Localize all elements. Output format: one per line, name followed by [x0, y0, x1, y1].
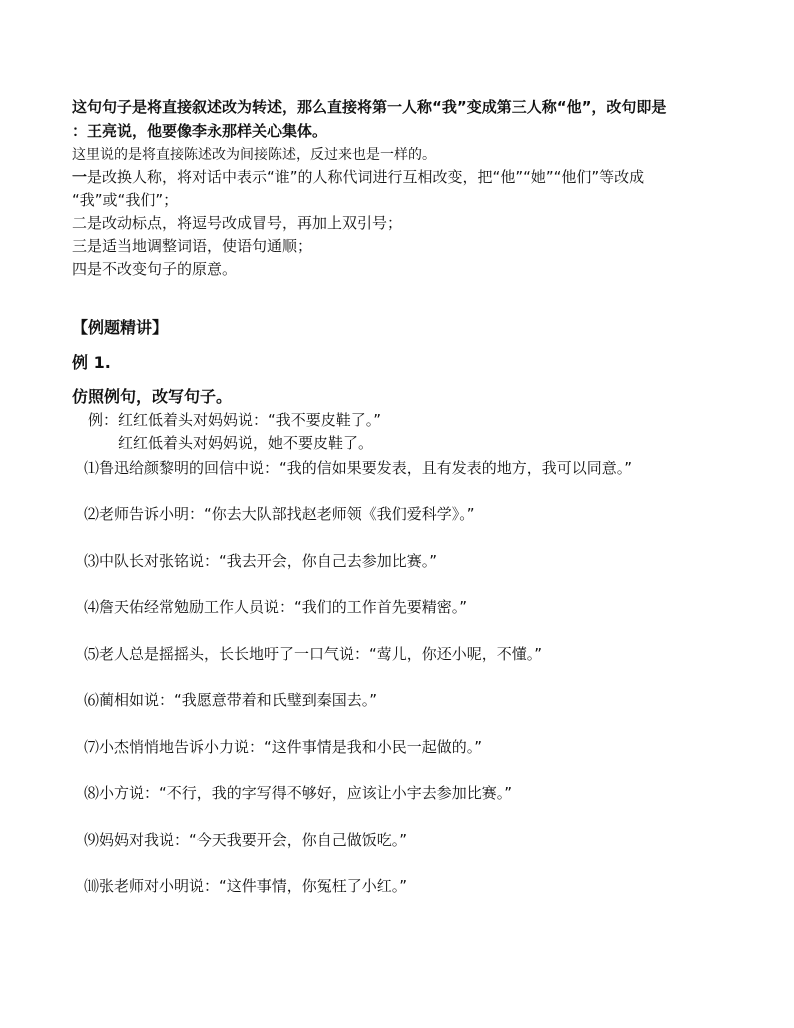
example-label: 例 1. [72, 353, 111, 372]
intro-line-2: ：王亮说，他要像李永那样关心集体。 [72, 122, 328, 140]
question-item: ⑶中队长对张铭说：“我去开会，你自己去参加比赛。” [84, 552, 438, 570]
rule-text: 是改换人称，将对话中表示“谁”的人称代词进行互相改变，把“他”“她”“他们”等改成 [87, 168, 645, 186]
intro-line-3: 这里说的是将直接陈述改为间接陈述，反过来也是一样的。 [72, 147, 436, 163]
rule-lead: 一 [72, 168, 88, 186]
rule-4 [72, 259, 237, 279]
rule-2 [72, 213, 402, 233]
rule-text: 是不改变句子的原意。 [87, 260, 238, 278]
rule-1-cont [72, 190, 178, 210]
rule-3 [72, 236, 312, 256]
rule-1 [72, 167, 644, 187]
question-item: ⑹蔺相如说：“我愿意带着和氏璧到秦国去。” [84, 691, 378, 709]
rule-text: 是改动标点，将逗号改成冒号，再加上双引号； [87, 214, 403, 232]
question-item: ⑷詹天佑经常勉励工作人员说：“我们的工作首先要精密。” [84, 598, 468, 616]
question-item: ⑻小方说：“不行，我的字写得不够好，应该让小宇去参加比赛。” [84, 784, 513, 802]
rule-text: 是适当地调整词语，使语句通顺； [87, 237, 313, 255]
question-item: ⑵老师告诉小明：“你去大队部找赵老师领《我们爱科学》。” [84, 505, 475, 523]
question-item: ⑽张老师对小明说：“这件事情，你冤枉了小红。” [84, 877, 408, 895]
question-item: ⑺小杰悄悄地告诉小力说：“这件事情是我和小民一起做的。” [84, 738, 483, 756]
question-item: ⑴鲁迅给颜黎明的回信中说：“我的信如果要发表，且有发表的地方，我可以同意。” [84, 459, 633, 477]
sample-original: 例：红红低着头对妈妈说：“我不要皮鞋了。” [88, 411, 382, 429]
intro-line-1: 这句句子是将直接叙述改为转述，那么直接将第一人称“我”变成第三人称“他”，改句即是 [72, 98, 667, 116]
task-instruction: 仿照例句，改写句子。 [72, 387, 233, 406]
rule-lead: 二 [72, 214, 88, 232]
question-item: ⑸老人总是摇摇头，长长地吁了一口气说：“莺儿，你还小呢，不懂。” [84, 645, 543, 663]
rule-text: “我”或“我们”； [72, 191, 179, 209]
rule-lead: 三 [72, 237, 88, 255]
question-item: ⑼妈妈对我说：“今天我要开会，你自己做饭吃。” [84, 831, 408, 849]
rule-lead: 四 [72, 260, 88, 278]
sample-converted: 红红低着头对妈妈说，她不要皮鞋了。 [118, 434, 374, 452]
section-title: 【例题精讲】 [72, 318, 169, 337]
